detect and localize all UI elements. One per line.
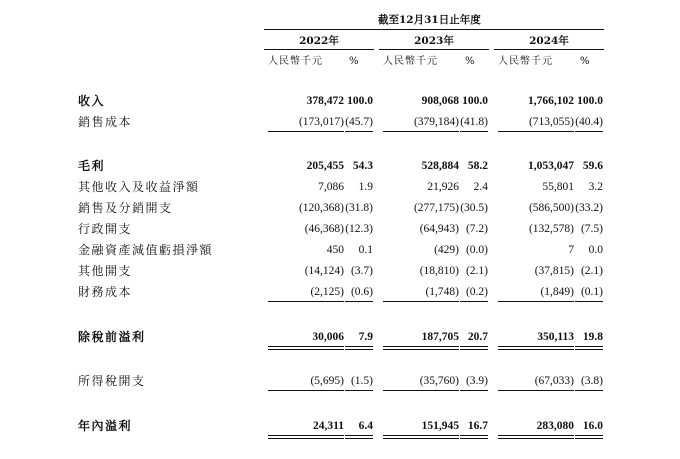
row-label: 其他開支 xyxy=(78,264,133,278)
sum-rule xyxy=(498,131,574,132)
sum-rule xyxy=(383,301,459,302)
year-header: 2022年 xyxy=(299,35,339,47)
percent-cell: 16.0 xyxy=(582,420,603,432)
amount-cell: (132,578) xyxy=(528,223,574,235)
amount-cell: (429) xyxy=(434,244,459,256)
header-rule xyxy=(264,29,604,30)
total-rule xyxy=(383,438,459,439)
amount-cell: (35,760) xyxy=(419,375,459,387)
percent-cell: 20.7 xyxy=(467,331,488,343)
amount-cell: 378,472 xyxy=(306,95,344,107)
amount-cell: 187,705 xyxy=(421,331,459,343)
sum-rule xyxy=(268,301,344,302)
amount-cell: (586,500) xyxy=(528,202,574,214)
percent-cell: 100.0 xyxy=(577,95,603,107)
amount-cell: 55,801 xyxy=(542,181,574,193)
amount-cell: 30,006 xyxy=(312,331,344,343)
amount-cell: 24,311 xyxy=(313,420,344,432)
sum-rule xyxy=(460,301,488,302)
percent-cell: (3.7) xyxy=(350,265,373,277)
percent-cell: 6.4 xyxy=(358,420,373,432)
percent-header: % xyxy=(349,56,360,67)
currency-header: 人民幣千元 xyxy=(383,56,438,67)
amount-cell: (5,695) xyxy=(310,375,344,387)
year-rule xyxy=(264,49,374,50)
percent-cell: (33.2) xyxy=(575,202,603,214)
total-rule xyxy=(345,346,373,347)
amount-cell: 21,926 xyxy=(427,181,459,193)
percent-cell: (3.9) xyxy=(465,375,488,387)
sum-rule xyxy=(460,131,488,132)
percent-cell: 1.9 xyxy=(358,181,373,193)
amount-cell: 7,086 xyxy=(318,181,344,193)
sum-rule xyxy=(575,131,603,132)
percent-cell: 7.9 xyxy=(358,331,373,343)
total-rule xyxy=(383,435,459,436)
sum-rule xyxy=(498,390,574,391)
amount-cell: (46,368) xyxy=(304,223,344,235)
percent-cell: (0.6) xyxy=(350,286,373,298)
amount-cell: (64,943) xyxy=(419,223,459,235)
sum-rule xyxy=(268,390,344,391)
percent-cell: 3.2 xyxy=(588,181,603,193)
amount-cell: 528,884 xyxy=(421,160,459,172)
percent-cell: (45.7) xyxy=(345,116,373,128)
currency-header: 人民幣千元 xyxy=(498,56,553,67)
percent-cell: (0.2) xyxy=(465,286,488,298)
percent-cell: (12.3) xyxy=(345,223,373,235)
amount-cell: (2,125) xyxy=(310,286,344,298)
row-label: 財務成本 xyxy=(78,285,133,299)
percent-cell: 19.8 xyxy=(582,331,603,343)
total-rule xyxy=(498,435,574,436)
amount-cell: (379,184) xyxy=(413,116,459,128)
total-rule xyxy=(498,346,574,347)
percent-cell: 58.2 xyxy=(467,160,488,172)
total-rule xyxy=(460,346,488,347)
percent-cell: 100.0 xyxy=(462,95,488,107)
total-rule xyxy=(268,435,344,436)
sum-rule xyxy=(383,390,459,391)
percent-cell: 54.3 xyxy=(352,160,373,172)
percent-cell: (1.5) xyxy=(350,375,373,387)
year-rule xyxy=(379,49,489,50)
total-rule xyxy=(383,349,459,350)
percent-cell: (30.5) xyxy=(460,202,488,214)
percent-cell: (3.8) xyxy=(580,375,603,387)
sum-rule xyxy=(345,131,373,132)
amount-cell: (1,748) xyxy=(425,286,459,298)
sum-rule xyxy=(460,390,488,391)
total-rule xyxy=(268,349,344,350)
amount-cell: 7 xyxy=(568,244,574,256)
amount-cell: 350,113 xyxy=(537,331,574,343)
amount-cell: (277,175) xyxy=(413,202,459,214)
percent-cell: 0.0 xyxy=(588,244,603,256)
year-header: 2024年 xyxy=(529,35,569,47)
percent-cell: (2.1) xyxy=(580,265,603,277)
total-rule xyxy=(460,435,488,436)
percent-cell: (2.1) xyxy=(465,265,488,277)
total-rule xyxy=(498,438,574,439)
percent-cell: 16.7 xyxy=(467,420,488,432)
percent-cell: (0.1) xyxy=(580,286,603,298)
percent-header: % xyxy=(465,56,476,67)
total-rule xyxy=(575,438,603,439)
total-rule xyxy=(460,438,488,439)
percent-cell: (31.8) xyxy=(345,202,373,214)
percent-cell: 59.6 xyxy=(582,160,603,172)
total-rule xyxy=(345,349,373,350)
sum-rule xyxy=(575,390,603,391)
amount-cell: (173,017) xyxy=(298,116,344,128)
amount-cell: (14,124) xyxy=(304,265,344,277)
year-rule xyxy=(494,49,604,50)
amount-cell: (713,055) xyxy=(528,116,574,128)
percent-cell: (40.4) xyxy=(575,116,603,128)
amount-cell: 283,080 xyxy=(536,420,574,432)
total-rule xyxy=(268,346,344,347)
amount-cell: (120,368) xyxy=(298,202,344,214)
total-rule xyxy=(345,438,373,439)
sum-rule xyxy=(498,301,574,302)
percent-cell: (41.8) xyxy=(460,116,488,128)
percent-cell: (0.0) xyxy=(465,244,488,256)
row-label: 收入 xyxy=(78,94,106,108)
percent-cell: 0.1 xyxy=(358,244,373,256)
row-label: 銷售成本 xyxy=(78,115,133,129)
year-header: 2023年 xyxy=(414,35,454,47)
row-label: 毛利 xyxy=(78,159,106,173)
row-label: 年內溢利 xyxy=(78,419,133,433)
sum-rule xyxy=(268,131,344,132)
total-rule xyxy=(575,346,603,347)
total-rule xyxy=(345,435,373,436)
percent-header: % xyxy=(580,56,591,67)
amount-cell: 205,455 xyxy=(306,160,344,172)
row-label: 除稅前溢利 xyxy=(78,330,146,344)
total-rule xyxy=(460,349,488,350)
currency-header: 人民幣千元 xyxy=(268,56,323,67)
total-rule xyxy=(383,346,459,347)
amount-cell: (1,849) xyxy=(540,286,574,298)
amount-cell: 151,945 xyxy=(421,420,459,432)
sum-rule xyxy=(383,131,459,132)
amount-cell: 1,766,102 xyxy=(528,95,574,107)
percent-cell: (7.5) xyxy=(580,223,603,235)
total-rule xyxy=(575,435,603,436)
row-label: 金融資產減值虧損淨額 xyxy=(78,243,214,257)
row-label: 所得稅開支 xyxy=(78,374,146,388)
percent-cell: 2.4 xyxy=(473,181,488,193)
total-rule xyxy=(575,349,603,350)
row-label: 行政開支 xyxy=(78,222,133,236)
amount-cell: (18,810) xyxy=(419,265,459,277)
amount-cell: (67,033) xyxy=(534,375,574,387)
sum-rule xyxy=(345,301,373,302)
total-rule xyxy=(498,349,574,350)
sum-rule xyxy=(575,301,603,302)
amount-cell: 1,053,047 xyxy=(528,160,574,172)
percent-cell: (7.2) xyxy=(465,223,488,235)
period-title: 截至12月31日止年度 xyxy=(378,14,481,26)
amount-cell: 450 xyxy=(326,244,344,256)
sum-rule xyxy=(345,390,373,391)
amount-cell: 908,068 xyxy=(421,95,459,107)
percent-cell: 100.0 xyxy=(347,95,373,107)
total-rule xyxy=(268,438,344,439)
row-label: 其他收入及收益淨額 xyxy=(78,180,200,194)
row-label: 銷售及分銷開支 xyxy=(78,201,173,215)
amount-cell: (37,815) xyxy=(534,265,574,277)
